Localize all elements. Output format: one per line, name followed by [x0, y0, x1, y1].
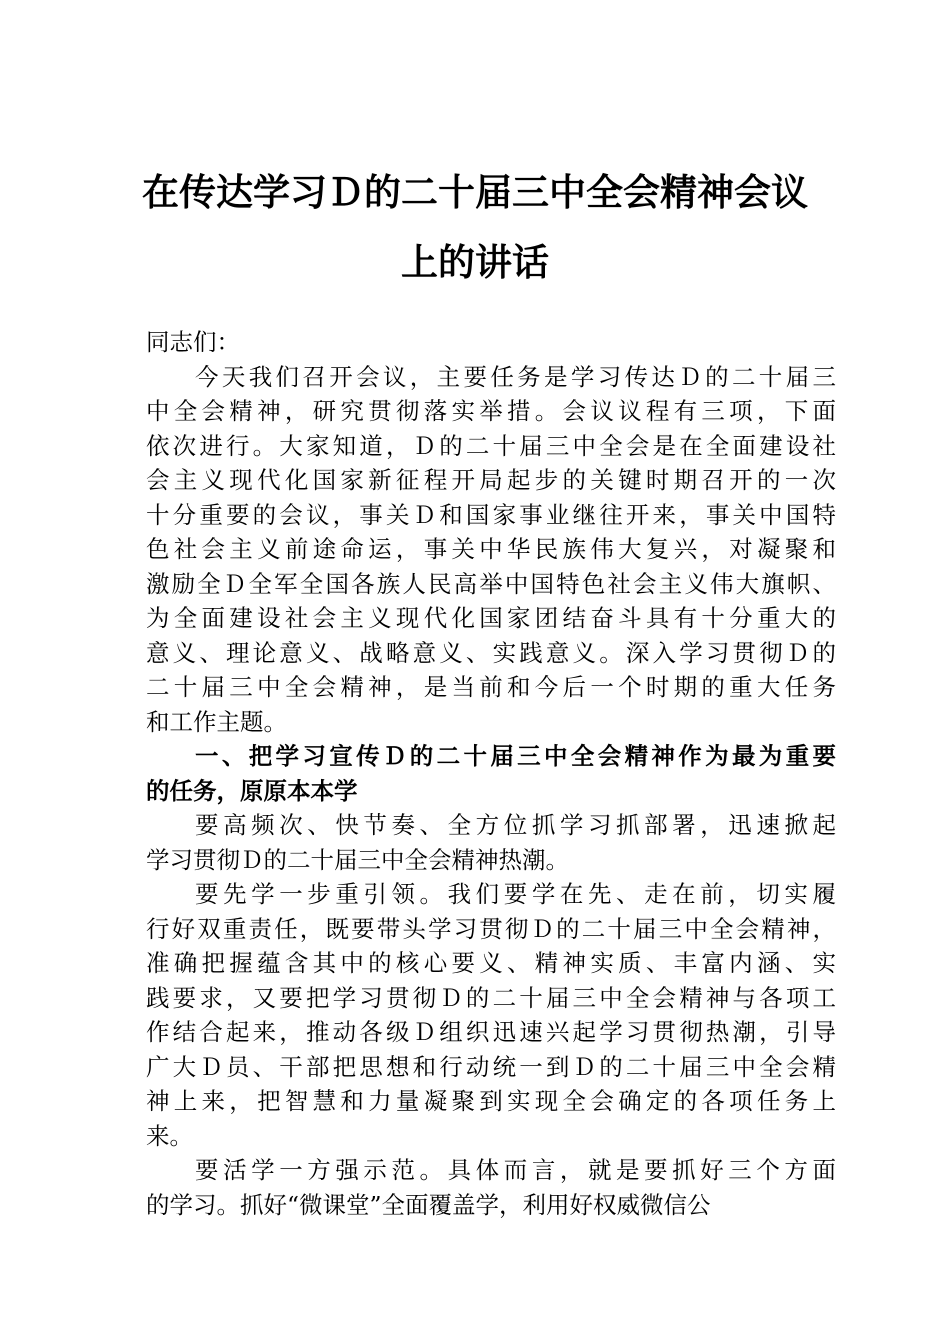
text-line: 要先学一步重引领。我们要学在先、走在前，切实履 — [195, 880, 836, 908]
document-title-line-1: 在传达学习Ｄ的二十届三中全会精神会议 — [142, 170, 808, 214]
text-line: 神上来，把智慧和力量凝聚到实现全会确定的各项任务上 — [146, 1087, 836, 1115]
text-line: 中全会精神，研究贯彻落实举措。会议议程有三项，下面 — [146, 397, 836, 425]
text-line: 依次进行。大家知道，Ｄ的二十届三中全会是在全面建设社 — [146, 431, 836, 460]
text-line: 和工作主题。 — [146, 707, 287, 736]
text-line: 二十届三中全会精神，是当前和今后一个时期的重大任务 — [146, 673, 836, 701]
text-line: 来。 — [146, 1121, 193, 1150]
body-paragraph — [146, 1153, 836, 1222]
text-line: 色社会主义前途命运，事关中华民族伟大复兴，对凝聚和 — [146, 535, 836, 563]
text-line: 会主义现代化国家新征程开局起步的关键时期召开的一次 — [146, 466, 836, 494]
text-line: 学习贯彻Ｄ的二十届三中全会精神热潮。 — [146, 845, 569, 874]
text-line: 准确把握蕴含其中的核心要义、精神实质、丰富内涵、实 — [146, 949, 836, 977]
text-line: 一、把学习宣传Ｄ的二十届三中全会精神作为最为重要 — [195, 742, 836, 770]
text-line: 为全面建设社会主义现代化国家团结奋斗具有十分重大的 — [146, 604, 836, 632]
text-line: 今天我们召开会议，主要任务是学习传达Ｄ的二十届三 — [195, 362, 836, 391]
section-heading — [146, 739, 836, 808]
text-line: 践要求，又要把学习贯彻Ｄ的二十届三中全会精神与各项工 — [146, 983, 836, 1012]
text-line: 的学习。抓好“微课堂”全面覆盖学，利用好权威微信公 — [146, 1190, 711, 1219]
text-line: 意义、理论意义、战略意义、实践意义。深入学习贯彻Ｄ的 — [146, 638, 836, 667]
paragraph-list — [146, 360, 836, 1223]
text-line: 要高频次、快节奏、全方位抓学习抓部署，迅速掀起 — [195, 811, 836, 839]
text-line: 十分重要的会议，事关Ｄ和国家事业继往开来，事关中国特 — [146, 500, 836, 529]
text-line: 作结合起来，推动各级Ｄ组织迅速兴起学习贯彻热潮，引导 — [146, 1018, 836, 1046]
text-line: 行好双重责任，既要带头学习贯彻Ｄ的二十届三中全会精神， — [146, 914, 836, 943]
body-paragraph — [146, 360, 836, 740]
body-paragraph — [146, 877, 836, 1153]
text-line: 激励全Ｄ全军全国各族人民高举中国特色社会主义伟大旗帜、 — [146, 569, 836, 598]
body-paragraph — [146, 808, 836, 877]
text-line: 要活学一方强示范。具体而言，就是要抓好三个方面 — [195, 1156, 836, 1184]
greeting: 同志们： — [146, 328, 240, 356]
document-title-line-2: 上的讲话 — [401, 240, 549, 284]
text-line: 广大Ｄ员、干部把思想和行动统一到Ｄ的二十届三中全会精 — [146, 1052, 836, 1081]
text-line: 的任务，原原本本学 — [146, 776, 358, 805]
document-body — [146, 325, 836, 1222]
